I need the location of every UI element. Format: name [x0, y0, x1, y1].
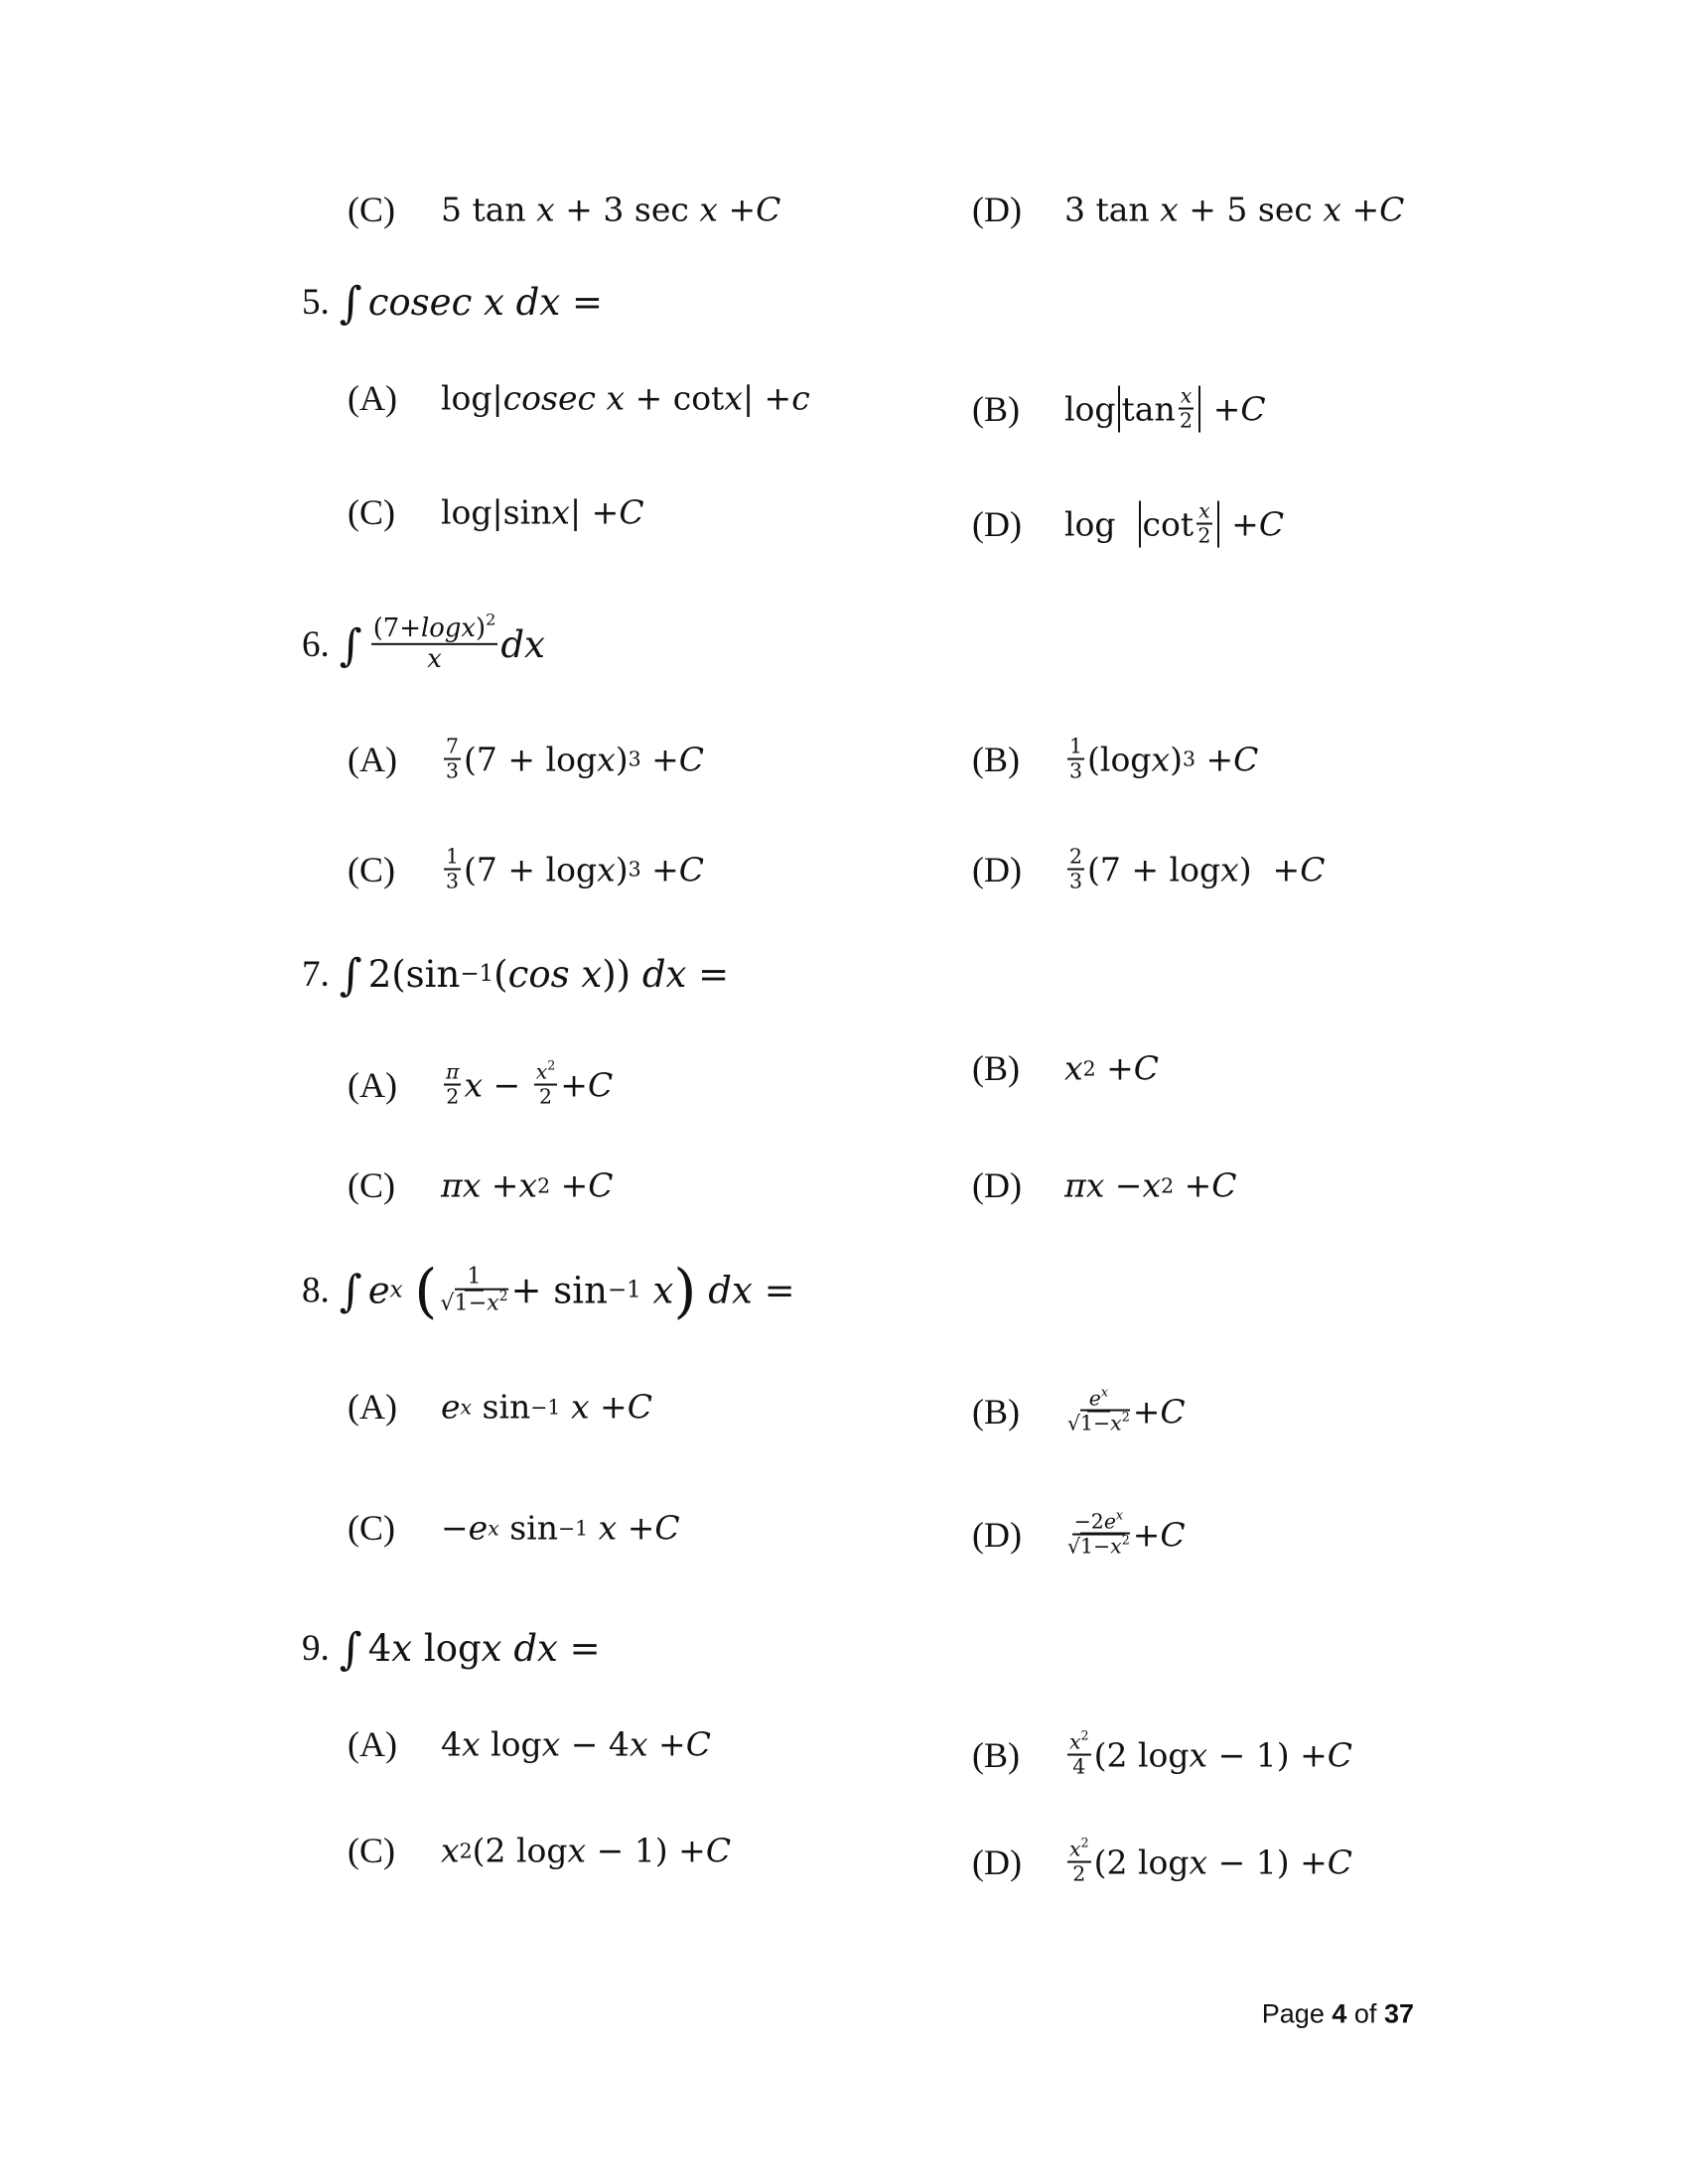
q8-option-d: $\frac{-2e^x}{√1-x^2}$ + C — [1067, 1507, 1186, 1559]
q8-expression: ∫ e x ( $\frac{1}{√1-x^2}$ + sin −1 x ) dx = — [339, 1256, 795, 1325]
option-label-b: (B) — [972, 1735, 1020, 1775]
q7-option-c: πx + x 2 + C — [441, 1165, 614, 1205]
abs-bar — [1217, 501, 1219, 547]
q7-expression: ∫ 2(sin −1 ( cos x )) dx = — [339, 950, 730, 1001]
option-label-d: (D) — [972, 1515, 1022, 1555]
option-label-c: (C) — [348, 492, 395, 532]
total-pages: 37 — [1383, 1998, 1414, 2029]
page-number-footer — [1262, 1999, 1414, 2030]
q6-expression: ∫ $\frac{(7+\log x)^2}{x}$ dx — [339, 610, 545, 674]
q4-option-d: 3 tan x + 5 sec x + C — [1064, 190, 1405, 229]
option-label-a: (A) — [348, 740, 397, 779]
question-9-stem — [302, 1624, 601, 1675]
option-label-a: (A) — [348, 378, 397, 418]
option-label-c: (C) — [348, 1165, 395, 1205]
question-number: 5. — [302, 281, 330, 323]
question-6-stem — [302, 610, 545, 674]
option-label-b: (B) — [972, 740, 1020, 779]
q7-option-a: $\frac{\pi}{2}$ x − $\frac{x^2}{2}$ + C — [446, 1057, 614, 1109]
current-page: 4 — [1332, 1998, 1347, 2029]
option-label-b: (B) — [972, 1048, 1020, 1088]
option-label-d: (D) — [972, 1165, 1022, 1205]
q6-option-d: $\frac{2}{3}$ (7 + log x ) + C — [1069, 844, 1326, 893]
option-label-b: (B) — [972, 389, 1020, 429]
q6-option-a: $\frac{7}{3}$ (7 + log x ) 3 + C — [446, 734, 704, 783]
question-number: 9. — [302, 1627, 330, 1669]
option-label-c: (C) — [348, 850, 395, 889]
q5-option-c: log|sin x | + C — [441, 492, 644, 532]
abs-bar — [1118, 386, 1120, 432]
q7-option-d: πx − x 2 + C — [1064, 1165, 1237, 1205]
q5-option-d: log cot $\frac{x}{2}$ + C — [1064, 498, 1285, 548]
abs-bar — [1198, 386, 1200, 432]
question-number: 7. — [302, 953, 330, 995]
q9-option-d: $\frac{x^2}{2}$ (2 log x − 1) + C — [1069, 1835, 1353, 1886]
q9-expression: ∫ 4 x log x dx = — [339, 1624, 601, 1675]
q9-option-b: $\frac{x^2}{4}$ (2 log x − 1) + C — [1069, 1727, 1353, 1779]
q6-option-b: $\frac{1}{3}$ (log x ) 3 + C — [1069, 734, 1259, 783]
abs-bar — [1139, 501, 1141, 547]
q7-option-b: x 2 + C — [1064, 1048, 1160, 1088]
q5-option-b: log tan $\frac{x}{2}$ + C — [1064, 383, 1266, 433]
option-label-b: (B) — [972, 1392, 1020, 1432]
option-label-d: (D) — [972, 504, 1022, 544]
question-7-stem — [302, 950, 730, 1001]
question-5-stem — [302, 278, 603, 329]
option-label-a: (A) — [348, 1724, 397, 1764]
option-label-a: (A) — [348, 1387, 397, 1427]
question-8-stem — [302, 1256, 795, 1325]
option-label-d: (D) — [972, 1843, 1022, 1882]
option-label-d: (D) — [972, 190, 1022, 229]
q8-option-c: − e x sin −1 x + C — [441, 1508, 680, 1548]
page-prefix: Page — [1261, 1998, 1325, 2029]
question-number: 6. — [302, 623, 330, 665]
option-label-c: (C) — [348, 1831, 395, 1870]
q8-option-a: e x sin −1 x + C — [441, 1387, 652, 1427]
option-label-d: (D) — [972, 850, 1022, 889]
option-label-c: (C) — [348, 1508, 395, 1548]
q5-option-a: log| cosec x + cot x | + c — [441, 378, 810, 418]
page-of: of — [1353, 1998, 1377, 2029]
q9-option-a: 4 x log x − 4 x + C — [441, 1724, 711, 1764]
question-number: 8. — [302, 1270, 330, 1311]
q5-expression: ∫ cosec x dx = — [339, 278, 603, 329]
q6-option-c: $\frac{1}{3}$ (7 + log x ) 3 + C — [446, 844, 704, 893]
q9-option-c: x 2 (2 log x − 1) + C — [441, 1831, 732, 1870]
q4-option-c: 5 tan x + 3 sec x + C — [441, 190, 781, 229]
option-label-a: (A) — [348, 1065, 397, 1105]
option-label-c: (C) — [348, 190, 395, 229]
q8-option-b: $\frac{e^x}{√1-x^2}$ + C — [1067, 1384, 1186, 1435]
